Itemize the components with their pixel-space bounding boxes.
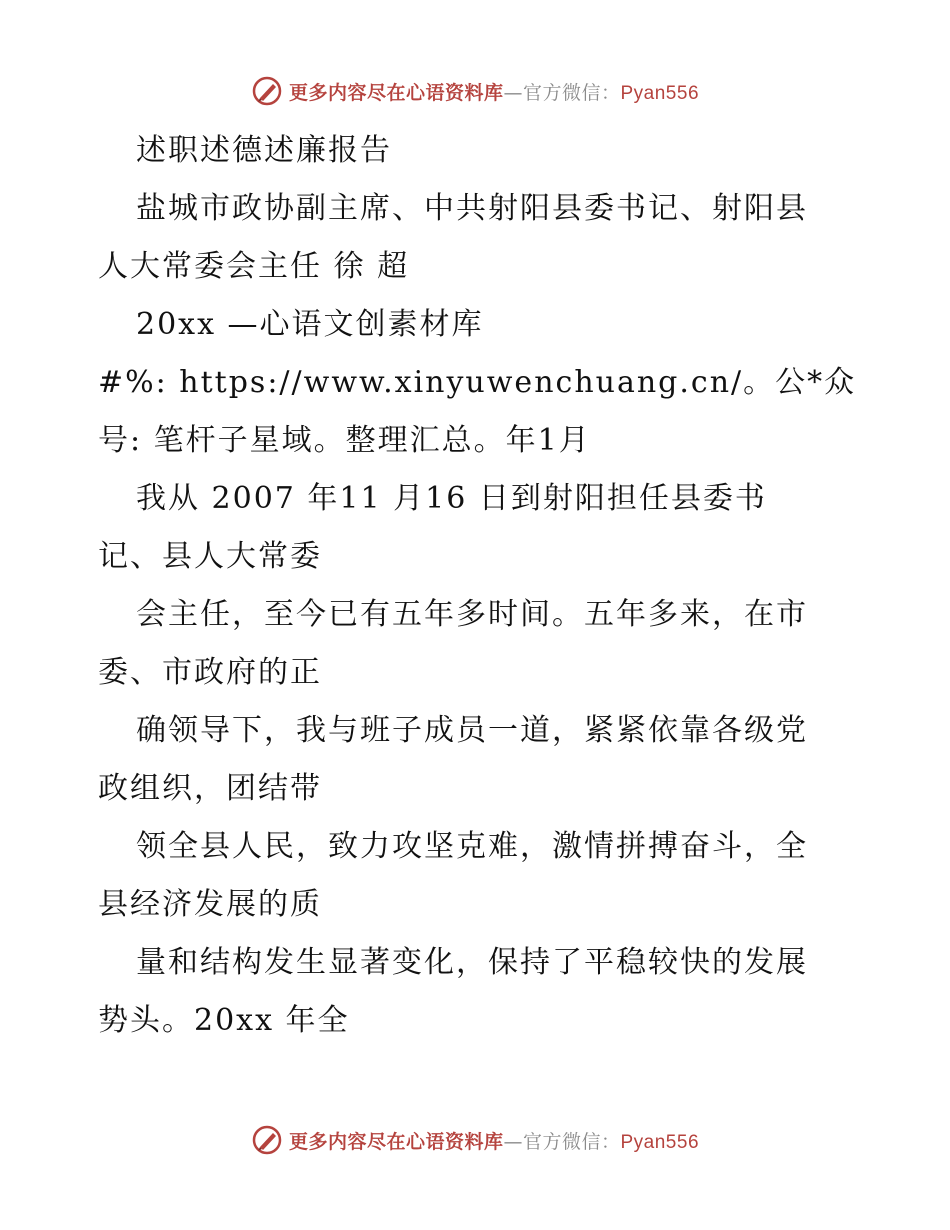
text-line: 量和结构发生显著变化，保持了平稳较快的发展 [136,945,808,980]
footer-banner-wechat-id: Pyan556 [620,1131,700,1153]
header-banner-inner [251,75,699,107]
text-line: 政组织，团结带 [98,771,322,806]
text-line: 县经济发展的质 [98,887,322,922]
footer-banner-wechat-label: 官方微信： [522,1130,621,1153]
footer-banner-text [289,1127,699,1154]
footer-banner-dash: — [503,1130,523,1153]
header-banner-text [289,78,699,105]
header-banner-slogan: 更多内容尽在心语资料库 [288,81,504,104]
header-banner-wechat-label: 官方微信： [522,81,621,104]
text-line: 势头。20xx 年全 [98,1003,350,1038]
footer-banner-slogan: 更多内容尽在心语资料库 [288,1130,504,1153]
document-body [98,122,858,1050]
header-banner-wechat-id: Pyan556 [620,82,700,104]
pen-logo-icon [251,1124,283,1156]
pen-logo-icon [251,75,283,107]
text-line: 会主任，至今已有五年多时间。五年多来，在市 [136,597,808,632]
text-line: 人大常委会主任 徐 超 [98,249,410,284]
text-line: 盐城市政协副主席、中共射阳县委书记、射阳县 [136,191,808,226]
text-line: 确领导下，我与班子成员一道，紧紧依靠各级党 [136,713,808,748]
footer-banner-inner [251,1124,699,1156]
text-line: 委、市政府的正 [98,655,322,690]
text-line: #%: https://www.xinyuwenchuang.cn/。公*众 [98,365,857,400]
header-banner-dash: — [503,81,523,104]
text-line: 记、县人大常委 [98,539,322,574]
text-line: 20xx —心语文创素材库 [136,307,484,342]
text-line: 领全县人民，致力攻坚克难，激情拼搏奋斗，全 [136,829,808,864]
document-title: 述职述德述廉报告 [136,133,392,168]
header-banner [0,73,950,109]
text-line: 我从 2007 年11 月16 日到射阳担任县委书 [136,481,767,516]
text-line: 号: 笔杆子星域。整理汇总。年1月 [98,423,591,458]
footer-banner [0,1122,950,1158]
